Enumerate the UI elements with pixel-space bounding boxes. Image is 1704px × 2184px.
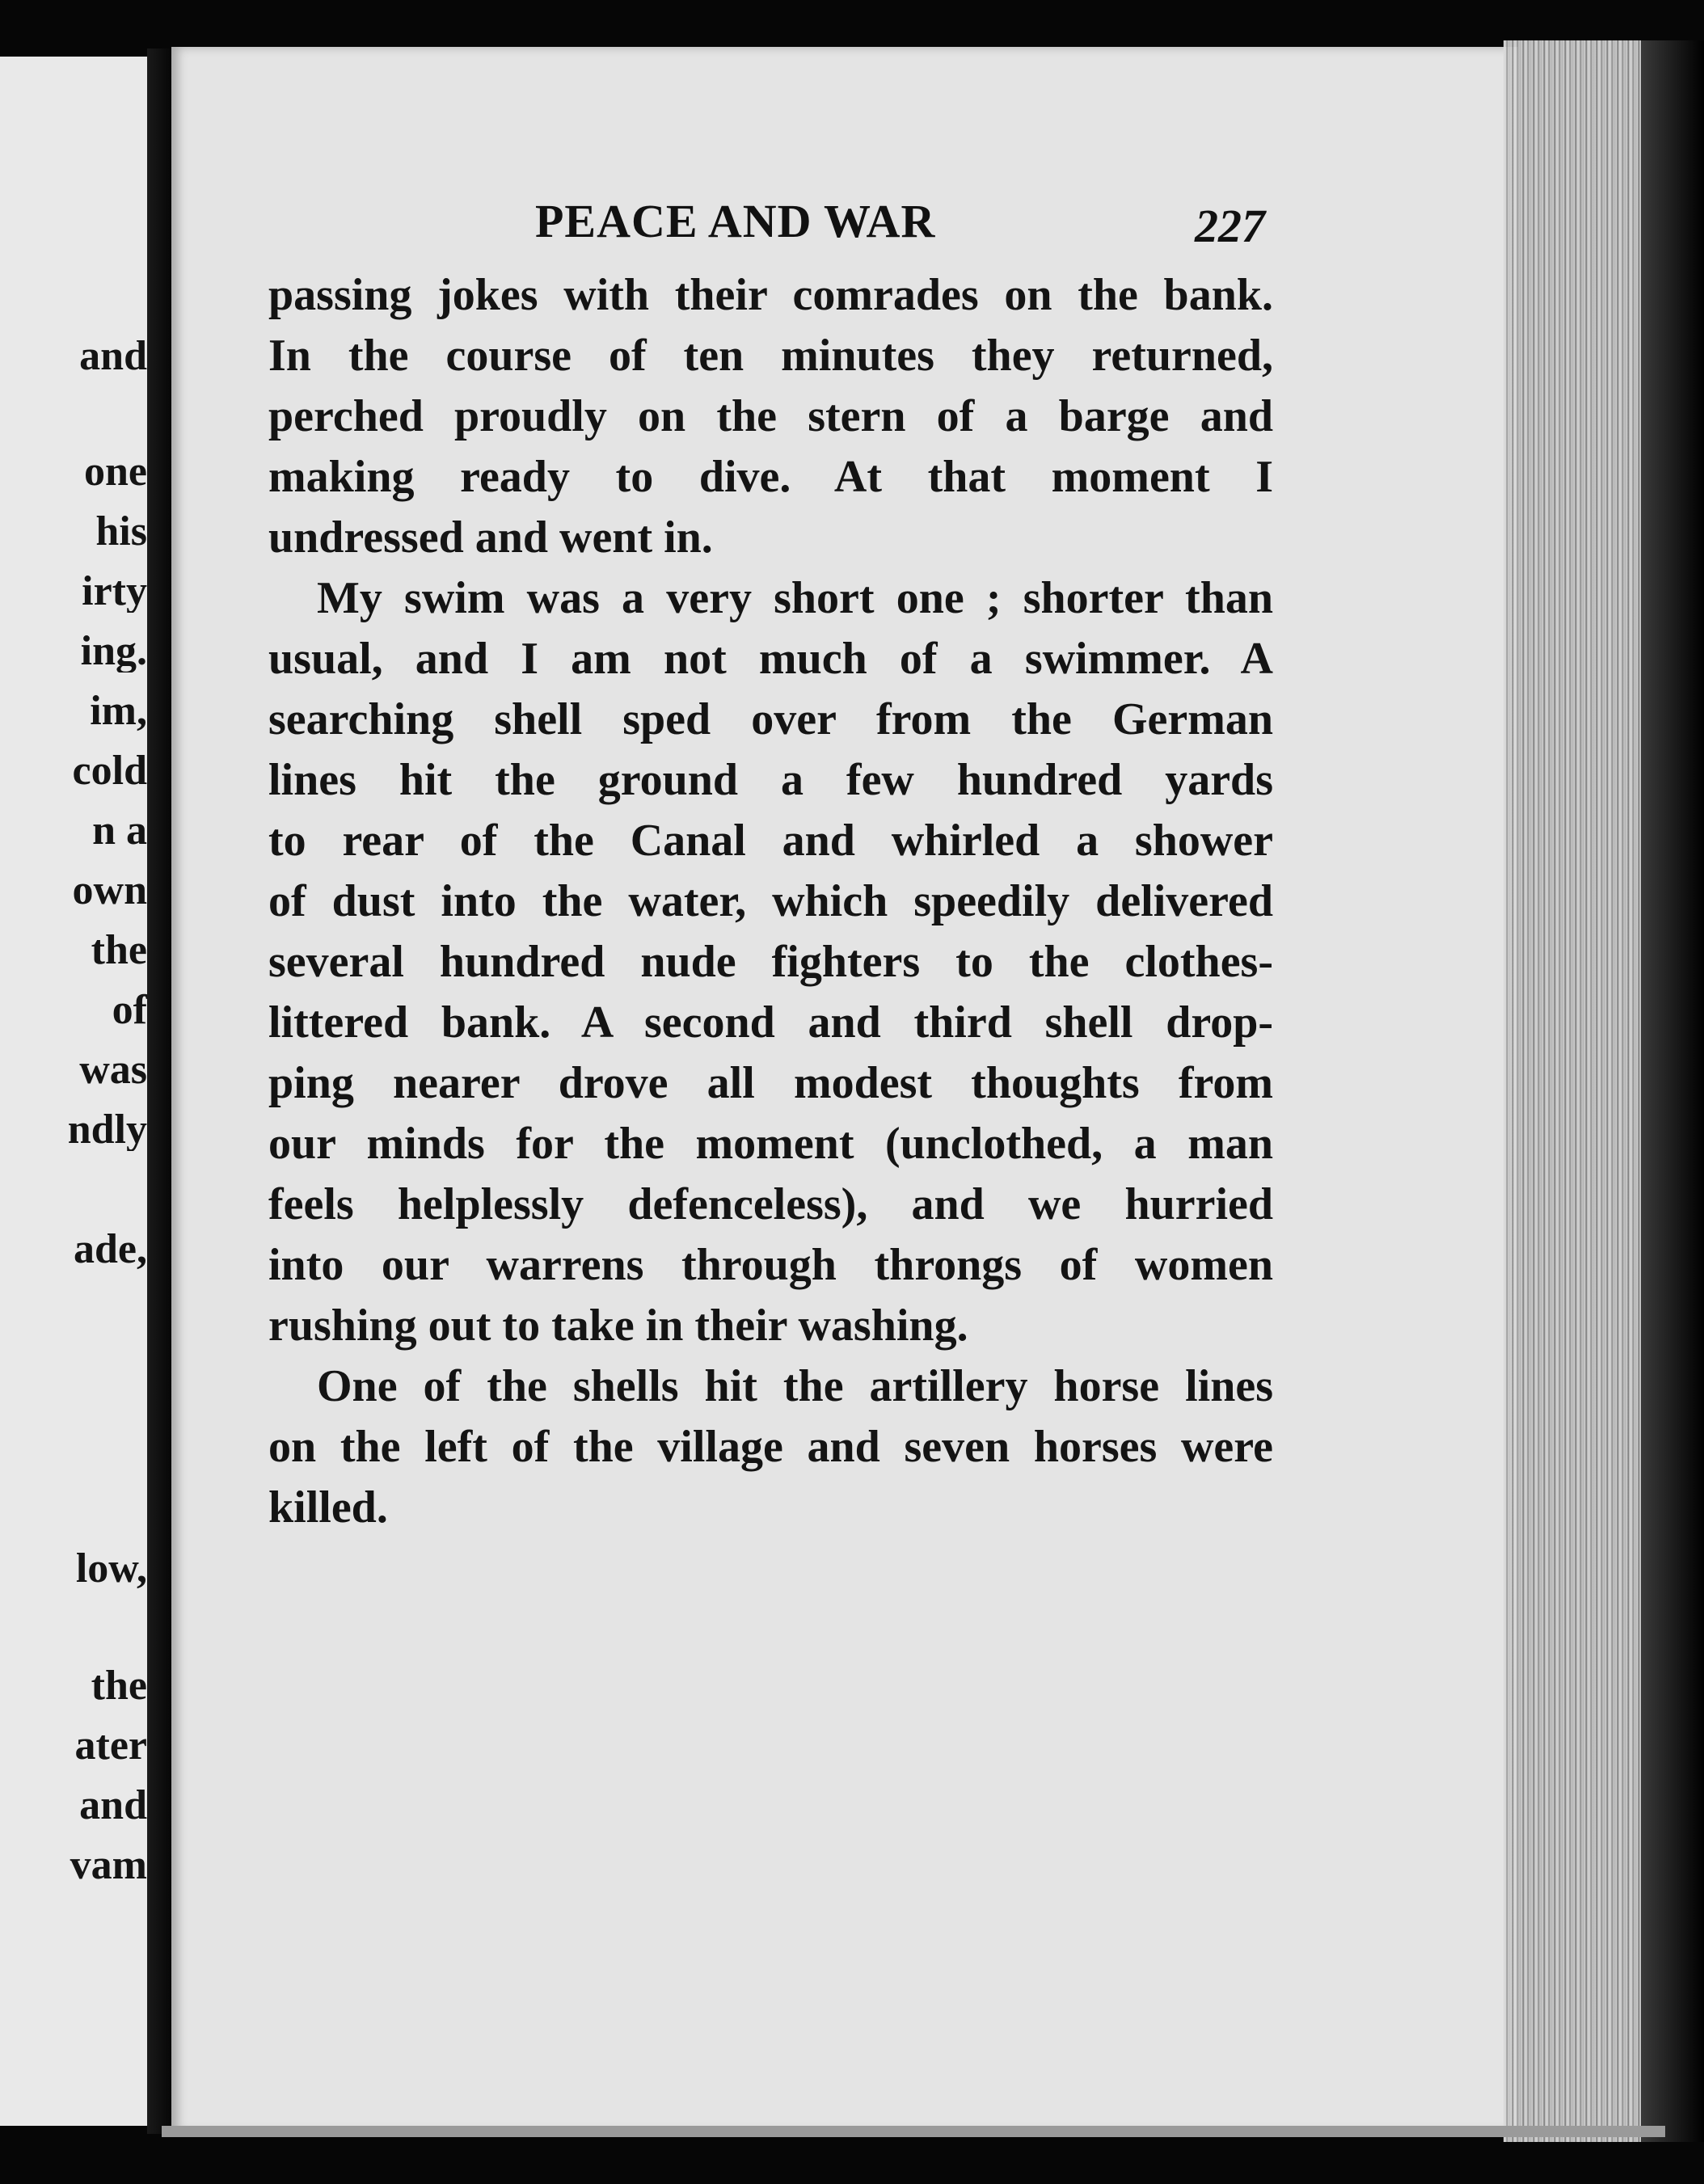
text-line: rushing out to take in their washing. (268, 1301, 968, 1351)
paragraph-first-line: My swim was a very short one ; shorter than (317, 573, 1273, 623)
text-line: littered bank. A second and third shell drop- (268, 997, 1273, 1048)
text-line: searching shell sped over from the German (268, 694, 1273, 744)
left-page-line-fragment: the (91, 1665, 147, 1707)
left-page-line-fragment: and (79, 1785, 147, 1827)
book-gutter-shadow (147, 48, 171, 2134)
text-line: feels helplessly defenceless), and we hurried (268, 1179, 1273, 1229)
text-line: to rear of the Canal and whirled a shower (268, 816, 1273, 866)
text-line: lines hit the ground a few hundred yards (268, 755, 1273, 805)
left-page-line-fragment: his (95, 511, 147, 553)
text-line: making ready to dive. At that moment I (268, 452, 1273, 502)
text-line: undressed and went in. (268, 512, 713, 563)
paragraph-first-line: One of the shells hit the artillery horse lines (317, 1361, 1273, 1411)
left-page-line-fragment: n a (92, 810, 147, 852)
text-line: on the left of the village and seven horses were (268, 1422, 1273, 1472)
text-line: several hundred nude fighters to the clothes- (268, 937, 1273, 987)
left-page-line-fragment: was (79, 1049, 147, 1091)
left-page-line-fragment: of (112, 989, 147, 1031)
text-line: ping nearer drove all modest thoughts from (268, 1058, 1273, 1108)
left-page-line-fragment: own (72, 870, 147, 912)
left-page-line-fragment: low, (75, 1548, 147, 1590)
left-page-line-fragment: vam (70, 1845, 147, 1887)
left-page-line-fragment: the (91, 930, 147, 972)
text-line: of dust into the water, which speedily delivered (268, 876, 1273, 926)
page-stack-shadow (1641, 40, 1704, 2142)
text-line: usual, and I am not much of a swimmer. A (268, 634, 1273, 684)
left-page-line-fragment: cold (72, 750, 147, 792)
left-facing-page (0, 57, 147, 2126)
left-page-line-fragment: irty (82, 571, 147, 613)
text-line: into our warrens through throngs of women (268, 1240, 1273, 1290)
left-page-line-fragment: ater (74, 1725, 147, 1767)
page-bottom-edge (162, 2126, 1665, 2137)
left-page-line-fragment: ing. (80, 630, 147, 672)
text-line: our minds for the moment (unclothed, a man (268, 1119, 1273, 1169)
left-page-line-fragment: im, (90, 690, 147, 732)
text-line: In the course of ten minutes they returned, (268, 331, 1273, 381)
left-page-line-fragment: ade, (74, 1229, 147, 1271)
left-page-line-fragment: one (84, 451, 147, 493)
left-page-line-fragment: and (79, 335, 147, 377)
page-number: 227 (1195, 200, 1265, 252)
running-title: PEACE AND WAR (535, 195, 936, 247)
left-page-line-fragment: ndly (67, 1109, 147, 1151)
text-line: passing jokes with their comrades on the bank. (268, 270, 1273, 320)
text-line: killed. (268, 1482, 388, 1533)
body-text (268, 265, 1273, 1538)
text-line: perched proudly on the stern of a barge and (268, 391, 1273, 441)
